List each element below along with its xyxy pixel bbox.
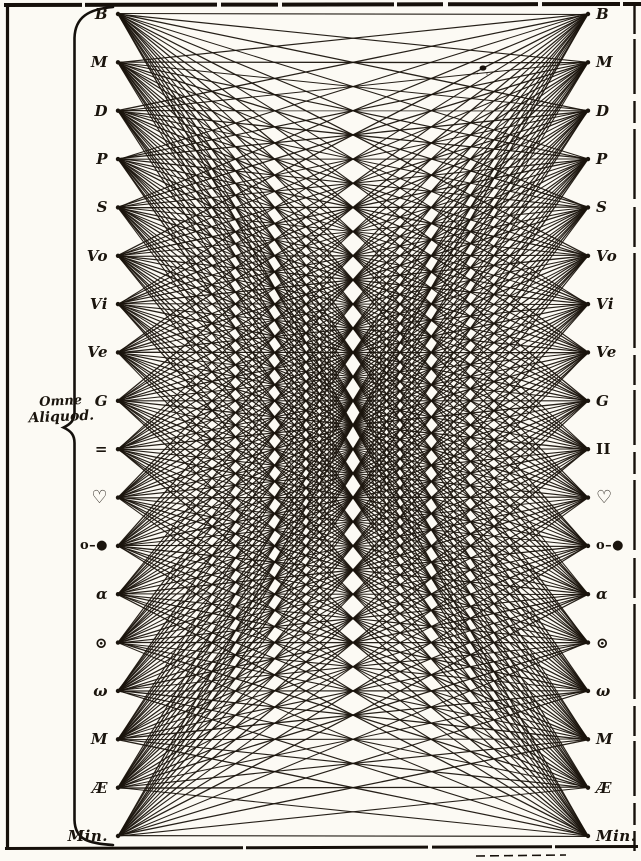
- left-vertex-4: [116, 205, 120, 209]
- left-vertex-0: [116, 12, 120, 16]
- right-label-3: P: [596, 150, 608, 169]
- left-brace: [64, 7, 114, 845]
- left-vertex-8: [116, 399, 120, 403]
- left-vertex-5: [116, 254, 120, 258]
- left-vertex-12: [116, 592, 120, 596]
- left-label-15: M: [90, 730, 108, 749]
- left-vertex-6: [116, 302, 120, 306]
- left-label-4: S: [96, 198, 108, 217]
- left-label-17: Min.: [67, 827, 108, 845]
- right-label-12: α: [596, 585, 609, 604]
- right-vertex-16: [586, 785, 590, 789]
- right-label-9: II: [596, 440, 612, 459]
- left-vertex-9: [116, 447, 120, 451]
- left-label-8: G: [94, 391, 108, 410]
- right-vertex-5: [586, 254, 590, 258]
- left-vertex-10: [116, 495, 120, 499]
- left-vertex-13: [116, 640, 120, 644]
- right-label-10: ♡: [596, 486, 613, 508]
- right-label-2: D: [596, 101, 610, 120]
- right-label-11: o–●: [596, 537, 625, 553]
- left-vertex-3: [116, 157, 120, 161]
- right-label-4: S: [596, 198, 608, 217]
- right-label-0: B: [596, 5, 610, 23]
- left-label-5: Vo: [86, 246, 108, 265]
- right-vertex-13: [586, 640, 590, 644]
- left-label-16: Æ: [91, 778, 108, 797]
- left-label-11: o–●: [79, 537, 108, 553]
- right-vertex-14: [586, 689, 590, 693]
- edge: [118, 14, 588, 15]
- left-label-7: Ve: [87, 343, 108, 362]
- right-vertex-3: [586, 157, 590, 161]
- brace-label: [11, 392, 110, 427]
- right-vertex-10: [586, 495, 590, 499]
- right-label-13: ⊙: [596, 633, 610, 652]
- left-vertex-14: [116, 689, 120, 693]
- brace-label-line2: Aliquod.: [28, 407, 95, 427]
- right-label-7: Ve: [596, 343, 617, 362]
- right-label-17: Min.: [596, 827, 637, 845]
- right-label-15: M: [596, 730, 614, 749]
- left-label-12: α: [95, 585, 108, 604]
- left-label-0: B: [94, 5, 108, 23]
- left-label-9: =: [94, 440, 108, 459]
- edge: [118, 836, 588, 837]
- left-vertex-11: [116, 544, 120, 548]
- right-label-1: M: [596, 53, 614, 72]
- left-label-3: P: [96, 150, 108, 169]
- right-vertex-8: [586, 399, 590, 403]
- right-vertex-9: [586, 447, 590, 451]
- left-label-14: ω: [93, 681, 108, 700]
- right-label-16: Æ: [596, 778, 613, 797]
- connection-lines: [118, 14, 588, 837]
- left-label-2: D: [94, 101, 108, 120]
- right-vertex-1: [586, 60, 590, 64]
- right-vertex-17: [586, 834, 590, 838]
- right-vertex-4: [586, 205, 590, 209]
- right-vertex-2: [586, 109, 590, 113]
- right-label-6: Vi: [596, 295, 615, 314]
- left-label-1: M: [90, 53, 108, 72]
- left-vertex-15: [116, 737, 120, 741]
- left-vertex-7: [116, 350, 120, 354]
- left-vertex-2: [116, 109, 120, 113]
- right-vertex-15: [586, 737, 590, 741]
- left-vertex-17: [116, 834, 120, 838]
- right-vertex-11: [586, 544, 590, 548]
- right-vertex-7: [586, 350, 590, 354]
- brace-label-line1: Omne: [38, 393, 83, 410]
- right-vertex-12: [586, 592, 590, 596]
- right-label-5: Vo: [596, 246, 618, 265]
- right-label-14: ω: [596, 681, 611, 700]
- left-vertex-1: [116, 60, 120, 64]
- right-vertex-0: [586, 12, 590, 16]
- left-label-10: ♡: [91, 486, 108, 508]
- frame-bottom-dashes: [476, 855, 566, 856]
- left-label-13: ⊙: [94, 633, 108, 652]
- right-vertex-6: [586, 302, 590, 306]
- right-label-8: G: [596, 391, 610, 410]
- left-label-6: Vi: [89, 295, 108, 314]
- left-vertex-16: [116, 785, 120, 789]
